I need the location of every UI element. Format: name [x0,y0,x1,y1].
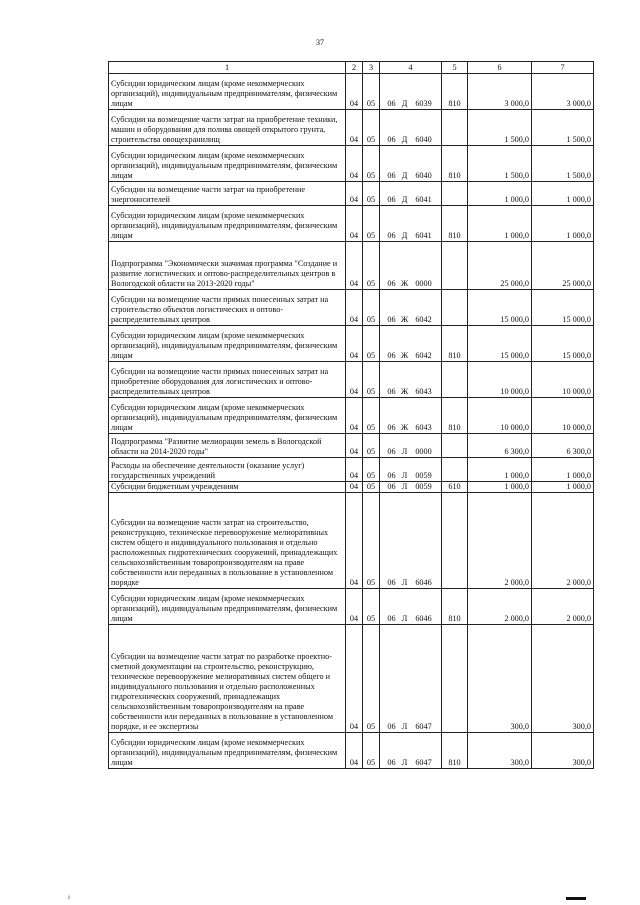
subsection-code: 05 [363,290,380,326]
target-subprogram-letter: Л [401,614,408,623]
section-code: 04 [346,242,363,290]
subsection-code: 05 [363,458,380,482]
section-code: 04 [346,206,363,242]
subsection-code: 05 [363,326,380,362]
amount-col-6: 6 300,0 [468,434,532,458]
target-article-code [380,206,442,242]
target-subprogram-letter: Д [401,195,408,204]
amount-col-6: 10 000,0 [468,362,532,398]
amount-col-7: 25 000,0 [532,242,594,290]
table-row [109,625,594,733]
target-article-code [380,242,442,290]
target-item-code: 6041 [415,231,432,240]
target-program-code: 06 [387,614,396,623]
table-row [109,74,594,110]
amount-col-7: 1 500,0 [532,146,594,182]
row-description: Субсидии юридическим лицам (кроме некоммерческих организаций), индивидуальным предпринимателям, физическим лицам [109,398,346,434]
target-article-code [380,589,442,625]
amount-col-7: 1 000,0 [532,482,594,493]
target-article-code [380,290,442,326]
header-col-5: 5 [442,62,468,74]
amount-col-7: 300,0 [532,733,594,769]
row-description: Субсидии юридическим лицам (кроме некоммерческих организаций), индивидуальным предпринимателям, физическим лицам [109,206,346,242]
target-item-code: 0000 [415,447,432,456]
amount-col-7: 300,0 [532,625,594,733]
target-program-code: 06 [387,171,396,180]
header-col-1: 1 [109,62,346,74]
table-row [109,398,594,434]
target-program-code: 06 [387,722,396,731]
subsection-code: 05 [363,110,380,146]
row-description: Субсидии на возмещение части прямых понесенных затрат на приобретение оборудования для логистических и оптово-распределительных центров [109,362,346,398]
target-program-code: 06 [387,195,396,204]
row-description: Подпрограмма "Экономически значимая программа "Создание и развитие логистических и оптово-распределительных центров в Вологодской области на 2013-2020 годы" [109,242,346,290]
target-item-code: 6040 [415,135,432,144]
header-row [109,62,594,74]
table-row [109,110,594,146]
target-subprogram-letter: Ж [400,423,409,432]
expense-type-code: 810 [442,74,468,110]
expense-type-code: 810 [442,398,468,434]
header-col-7: 7 [532,62,594,74]
target-subprogram-letter: Д [401,231,408,240]
table-row [109,326,594,362]
section-code: 04 [346,398,363,434]
target-article-code [380,362,442,398]
target-item-code: 6039 [415,99,432,108]
expense-type-code [442,625,468,733]
table-row [109,733,594,769]
expense-type-code [442,458,468,482]
target-subprogram-letter: Ж [400,279,409,288]
budget-table [108,61,594,769]
section-code: 04 [346,182,363,206]
row-description: Субсидии на возмещение части затрат на приобретение техники, машин и оборудования для полива овощей открытого грунта, строительства овощехранилищ [109,110,346,146]
target-article-code [380,74,442,110]
section-code: 04 [346,146,363,182]
target-article-code [380,110,442,146]
section-code: 04 [346,733,363,769]
target-program-code: 06 [387,423,396,432]
subsection-code: 05 [363,589,380,625]
expense-type-code [442,434,468,458]
target-subprogram-letter: Д [401,171,408,180]
target-subprogram-letter: Л [401,578,408,587]
subsection-code: 05 [363,733,380,769]
amount-col-6: 1 000,0 [468,482,532,493]
target-item-code: 6043 [415,387,432,396]
amount-col-6: 2 000,0 [468,589,532,625]
subsection-code: 05 [363,242,380,290]
target-subprogram-letter: Ж [400,315,409,324]
header-col-6: 6 [468,62,532,74]
target-article-code [380,182,442,206]
row-description: Субсидии бюджетным учреждениям [109,482,346,493]
row-description: Субсидии на возмещение части прямых понесенных затрат на строительство объектов логистических и оптово-распределительных центров [109,290,346,326]
target-item-code: 0000 [415,279,432,288]
row-description: Субсидии юридическим лицам (кроме некоммерческих организаций), индивидуальным предпринимателям, физическим лицам [109,733,346,769]
section-code: 04 [346,326,363,362]
target-article-code [380,434,442,458]
subsection-code: 05 [363,206,380,242]
target-item-code: 6040 [415,171,432,180]
target-article-code [380,146,442,182]
header-col-3: 3 [363,62,380,74]
header-col-2: 2 [346,62,363,74]
row-description: Субсидии юридическим лицам (кроме некоммерческих организаций), индивидуальным предпринимателям, физическим лицам [109,326,346,362]
section-code: 04 [346,482,363,493]
target-item-code: 6046 [415,614,432,623]
target-item-code: 6046 [415,578,432,587]
amount-col-7: 15 000,0 [532,326,594,362]
target-subprogram-letter: Ж [400,351,409,360]
target-subprogram-letter: Л [401,482,408,491]
target-program-code: 06 [387,758,396,767]
expense-type-code: 810 [442,206,468,242]
amount-col-7: 1 000,0 [532,458,594,482]
table-row [109,242,594,290]
expense-type-code [442,182,468,206]
table-row [109,182,594,206]
row-description: Расходы на обеспечение деятельности (оказание услуг) государственных учреждений [109,458,346,482]
section-code: 04 [346,110,363,146]
target-subprogram-letter: Л [401,758,408,767]
expense-type-code: 810 [442,733,468,769]
amount-col-6: 300,0 [468,733,532,769]
target-article-code [380,326,442,362]
target-article-code [380,493,442,589]
target-program-code: 06 [387,315,396,324]
subsection-code: 05 [363,625,380,733]
row-description: Субсидии на возмещение части затрат на строительство, реконструкцию, техническое перевооружение мелиоративных систем общего и индивидуального пользования и отдельно расположенных гидротехнических сооружений, принадлежащих сельскохозяйственным товаропроизводителям на праве собственности или переданных в пользование в установленном порядке [109,493,346,589]
amount-col-6: 2 000,0 [468,493,532,589]
target-subprogram-letter: Л [401,447,408,456]
amount-col-7: 2 000,0 [532,493,594,589]
amount-col-6: 1 500,0 [468,110,532,146]
target-program-code: 06 [387,482,396,491]
expense-type-code [442,242,468,290]
table-row [109,362,594,398]
row-description: Субсидии юридическим лицам (кроме некоммерческих организаций), индивидуальным предпринимателям, физическим лицам [109,589,346,625]
scan-mark: ı [68,893,70,901]
target-program-code: 06 [387,578,396,587]
table-row [109,482,594,493]
subsection-code: 05 [363,362,380,398]
barcode-mark [566,897,586,900]
subsection-code: 05 [363,434,380,458]
target-subprogram-letter: Ж [400,387,409,396]
table-row [109,206,594,242]
header-col-4: 4 [380,62,442,74]
table-row [109,146,594,182]
expense-type-code: 810 [442,326,468,362]
expense-type-code [442,290,468,326]
target-program-code: 06 [387,351,396,360]
expense-type-code [442,110,468,146]
amount-col-7: 2 000,0 [532,589,594,625]
section-code: 04 [346,458,363,482]
target-item-code: 0059 [415,471,432,480]
amount-col-6: 1 500,0 [468,146,532,182]
target-item-code: 6047 [415,722,432,731]
target-article-code [380,625,442,733]
amount-col-6: 15 000,0 [468,290,532,326]
amount-col-7: 1 500,0 [532,110,594,146]
target-program-code: 06 [387,99,396,108]
amount-col-6: 15 000,0 [468,326,532,362]
table-row [109,434,594,458]
subsection-code: 05 [363,182,380,206]
target-program-code: 06 [387,387,396,396]
row-description: Субсидии юридическим лицам (кроме некоммерческих организаций), индивидуальным предпринимателям, физическим лицам [109,74,346,110]
section-code: 04 [346,625,363,733]
table-row [109,458,594,482]
expense-type-code [442,493,468,589]
target-subprogram-letter: Л [401,722,408,731]
table-row [109,493,594,589]
target-program-code: 06 [387,447,396,456]
target-article-code [380,482,442,493]
row-description: Субсидии юридическим лицам (кроме некоммерческих организаций), индивидуальным предпринимателям, физическим лицам [109,146,346,182]
section-code: 04 [346,493,363,589]
table-row [109,290,594,326]
subsection-code: 05 [363,74,380,110]
target-item-code: 0059 [415,482,432,491]
section-code: 04 [346,74,363,110]
amount-col-6: 300,0 [468,625,532,733]
target-item-code: 6041 [415,195,432,204]
target-item-code: 6047 [415,758,432,767]
target-article-code [380,398,442,434]
expense-type-code: 810 [442,146,468,182]
target-item-code: 6043 [415,423,432,432]
target-item-code: 6042 [415,315,432,324]
target-program-code: 06 [387,471,396,480]
amount-col-6: 10 000,0 [468,398,532,434]
amount-col-7: 1 000,0 [532,206,594,242]
amount-col-7: 6 300,0 [532,434,594,458]
subsection-code: 05 [363,493,380,589]
section-code: 04 [346,589,363,625]
target-article-code [380,458,442,482]
row-description: Субсидии на возмещение части затрат на приобретение энергоносителей [109,182,346,206]
section-code: 04 [346,434,363,458]
target-item-code: 6042 [415,351,432,360]
target-subprogram-letter: Д [401,99,408,108]
amount-col-6: 3 000,0 [468,74,532,110]
amount-col-6: 25 000,0 [468,242,532,290]
expense-type-code: 610 [442,482,468,493]
page-number: 37 [316,38,324,47]
table-row [109,589,594,625]
expense-type-code: 810 [442,589,468,625]
target-program-code: 06 [387,231,396,240]
target-program-code: 06 [387,135,396,144]
table-body [109,74,594,769]
amount-col-7: 1 000,0 [532,182,594,206]
subsection-code: 05 [363,398,380,434]
amount-col-7: 15 000,0 [532,290,594,326]
subsection-code: 05 [363,482,380,493]
target-program-code: 06 [387,279,396,288]
amount-col-7: 10 000,0 [532,362,594,398]
target-subprogram-letter: Л [401,471,408,480]
target-subprogram-letter: Д [401,135,408,144]
row-description: Субсидии на возмещение части затрат по разработке проектно-сметной документации на строительство, реконструкцию, техническое перевооружение мелиоративных систем общего и индивидуального пользования и отдельно расположенных гидротехнических сооружений, принадлежащих сельскохозяйственным товаропроизводителям на праве собственности или переданных в пользование в установленном порядке, и ее экспертизы [109,625,346,733]
amount-col-7: 3 000,0 [532,74,594,110]
amount-col-6: 1 000,0 [468,182,532,206]
section-code: 04 [346,290,363,326]
subsection-code: 05 [363,146,380,182]
amount-col-7: 10 000,0 [532,398,594,434]
row-description: Подпрограмма "Развитие мелиорации земель в Вологодской области на 2014-2020 годы" [109,434,346,458]
amount-col-6: 1 000,0 [468,206,532,242]
expense-type-code [442,362,468,398]
amount-col-6: 1 000,0 [468,458,532,482]
target-article-code [380,733,442,769]
section-code: 04 [346,362,363,398]
